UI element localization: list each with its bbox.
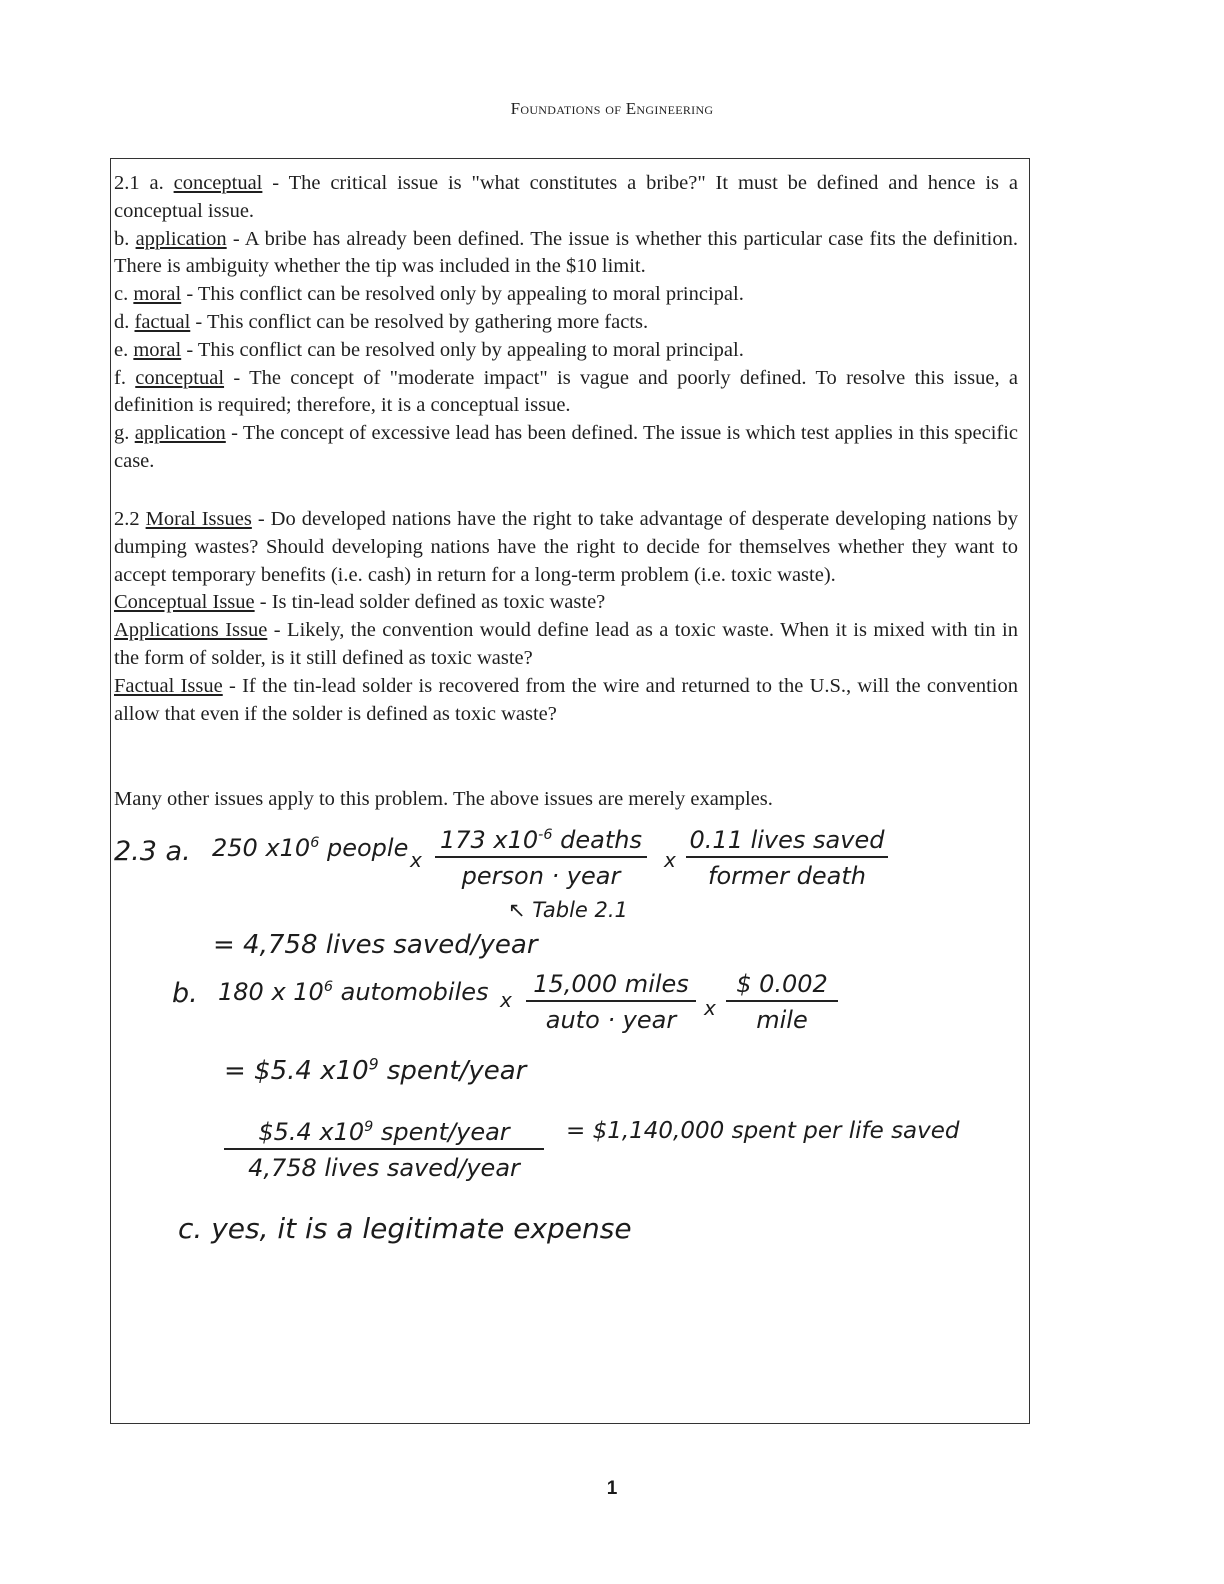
hw-2-3-a-fraction-1 <box>435 826 647 890</box>
hw-times-sign: x <box>410 848 422 872</box>
issue-label: Conceptual Issue <box>114 591 255 614</box>
hw-2-3-b-cost-per-life: = $1,140,000 spent per life saved <box>566 1118 960 1144</box>
issue-label: Applications Issue <box>114 619 268 642</box>
running-header: Foundations of Engineering <box>510 99 714 118</box>
hw-2-3-b-autos: 180 x $10^6$ automobiles <box>218 978 489 1006</box>
fraction-bar <box>726 1000 838 1002</box>
hw-times-sign: x <box>704 996 716 1020</box>
issue-label: factual <box>134 310 191 333</box>
fraction-bar <box>526 1000 696 1002</box>
hw-2-3-b-cost-ratio <box>224 1118 544 1182</box>
hw-times-sign: x <box>664 848 676 872</box>
issue-label: moral <box>133 338 182 361</box>
denominator: auto · year <box>545 1005 677 1034</box>
denominator: person · year <box>461 861 621 890</box>
numerator: 15,000 miles <box>533 970 689 998</box>
answer-2-1-f: f. conceptual - The concept of "moderate impact" is vague and poorly defined. To resolve this issue, a definition is required; therefore, it is a conceptual issue. <box>114 366 1019 417</box>
numerator: 173 $x10^{-6}$ deaths <box>439 826 643 854</box>
closing-note: Many other issues apply to this problem. The above issues are merely examples. <box>114 788 773 810</box>
hw-2-3-c-answer: c. yes, it is a legitimate expense <box>178 1212 632 1245</box>
problem-2-2-section <box>114 506 1018 728</box>
hw-2-3-a-fraction-2 <box>686 826 888 890</box>
denominator: 4,758 lives saved/year <box>248 1153 520 1182</box>
answer-2-1-e: e. moral - This conflict can be resolved only by appealing to moral principal. <box>114 338 744 361</box>
problem-2-2-closing <box>114 786 1018 814</box>
fraction-bar <box>686 856 888 858</box>
numerator: $5.4 $x10^9$ spent/year <box>258 1118 510 1146</box>
issue-label: application <box>134 422 226 445</box>
answer-2-2-conceptual: Conceptual Issue - Is tin-lead solder defined as toxic waste? <box>114 591 606 614</box>
page-number: 1 <box>606 1478 618 1499</box>
answer-2-1-c: c. moral - This conflict can be resolved only by appealing to moral principal. <box>114 283 744 306</box>
numerator: 0.11 lives saved <box>689 826 885 854</box>
issue-label: conceptual <box>173 172 263 194</box>
answer-2-2-factual: Factual Issue - If the tin-lead solder is recovered from the wire and returned to the U.S., will the convention allow that even if the solder is defined as toxic waste? <box>114 674 1018 725</box>
problem-2-1-section <box>114 170 1018 476</box>
hw-2-3-b-label: b. <box>172 978 198 1009</box>
issue-label: application <box>135 227 227 250</box>
issue-label: conceptual <box>135 366 225 389</box>
answer-2-2-moral: 2.2 Moral Issues - Do developed nations have the right to take advantage of desperate developing nations by dumping wastes? Should developing nations have the right to decide for themselves whether they want to accept temporary benefits (i.e. cash) in return for a long-term problem (i.e. toxic waste). <box>114 508 1018 586</box>
answer-2-1-a: 2.1 a. conceptual - The critical issue is "what constitutes a bribe?" It must be defined and hence is a conceptual issue. <box>114 172 1018 222</box>
hw-2-3-b-fraction-2 <box>726 970 838 1034</box>
issue-label: moral <box>133 283 182 306</box>
hw-2-3-a-result: = 4,758 lives saved/year <box>213 930 538 960</box>
hw-table-reference-note: ↖ Table 2.1 <box>508 898 628 922</box>
fraction-bar <box>224 1148 544 1150</box>
issue-label: Moral Issues <box>145 508 252 530</box>
hw-2-3-b-fraction-1 <box>526 970 696 1034</box>
hw-times-sign: x <box>500 988 512 1012</box>
answer-2-1-g: g. application - The concept of excessive lead has been defined. The issue is which test applies in this specific case. <box>114 422 1019 472</box>
hw-2-3-a-people: 250 $x10^6$ people <box>212 834 409 862</box>
answer-2-2-applications: Applications Issue - Likely, the convention would define lead as a toxic waste. When it is mixed with tin in the form of solder, is it still defined as toxic waste? <box>114 619 1018 669</box>
denominator: mile <box>756 1005 808 1034</box>
fraction-bar <box>435 856 647 858</box>
hw-2-3-b-result: = $5.4 $x10^9$ spent/year <box>224 1055 527 1086</box>
issue-label: Factual Issue <box>114 674 223 697</box>
answer-2-1-d: d. factual - This conflict can be resolved by gathering more facts. <box>114 310 649 333</box>
answer-2-1-b: b. application - A bribe has already been defined. The issue is whether this particular case fits the definition. There is ambiguity whether the tip was included in the $10 limit. <box>114 227 1019 278</box>
denominator: former death <box>708 861 866 890</box>
numerator: $ 0.002 <box>736 970 828 998</box>
hw-2-3-a-label: 2.3 a. <box>114 836 191 867</box>
